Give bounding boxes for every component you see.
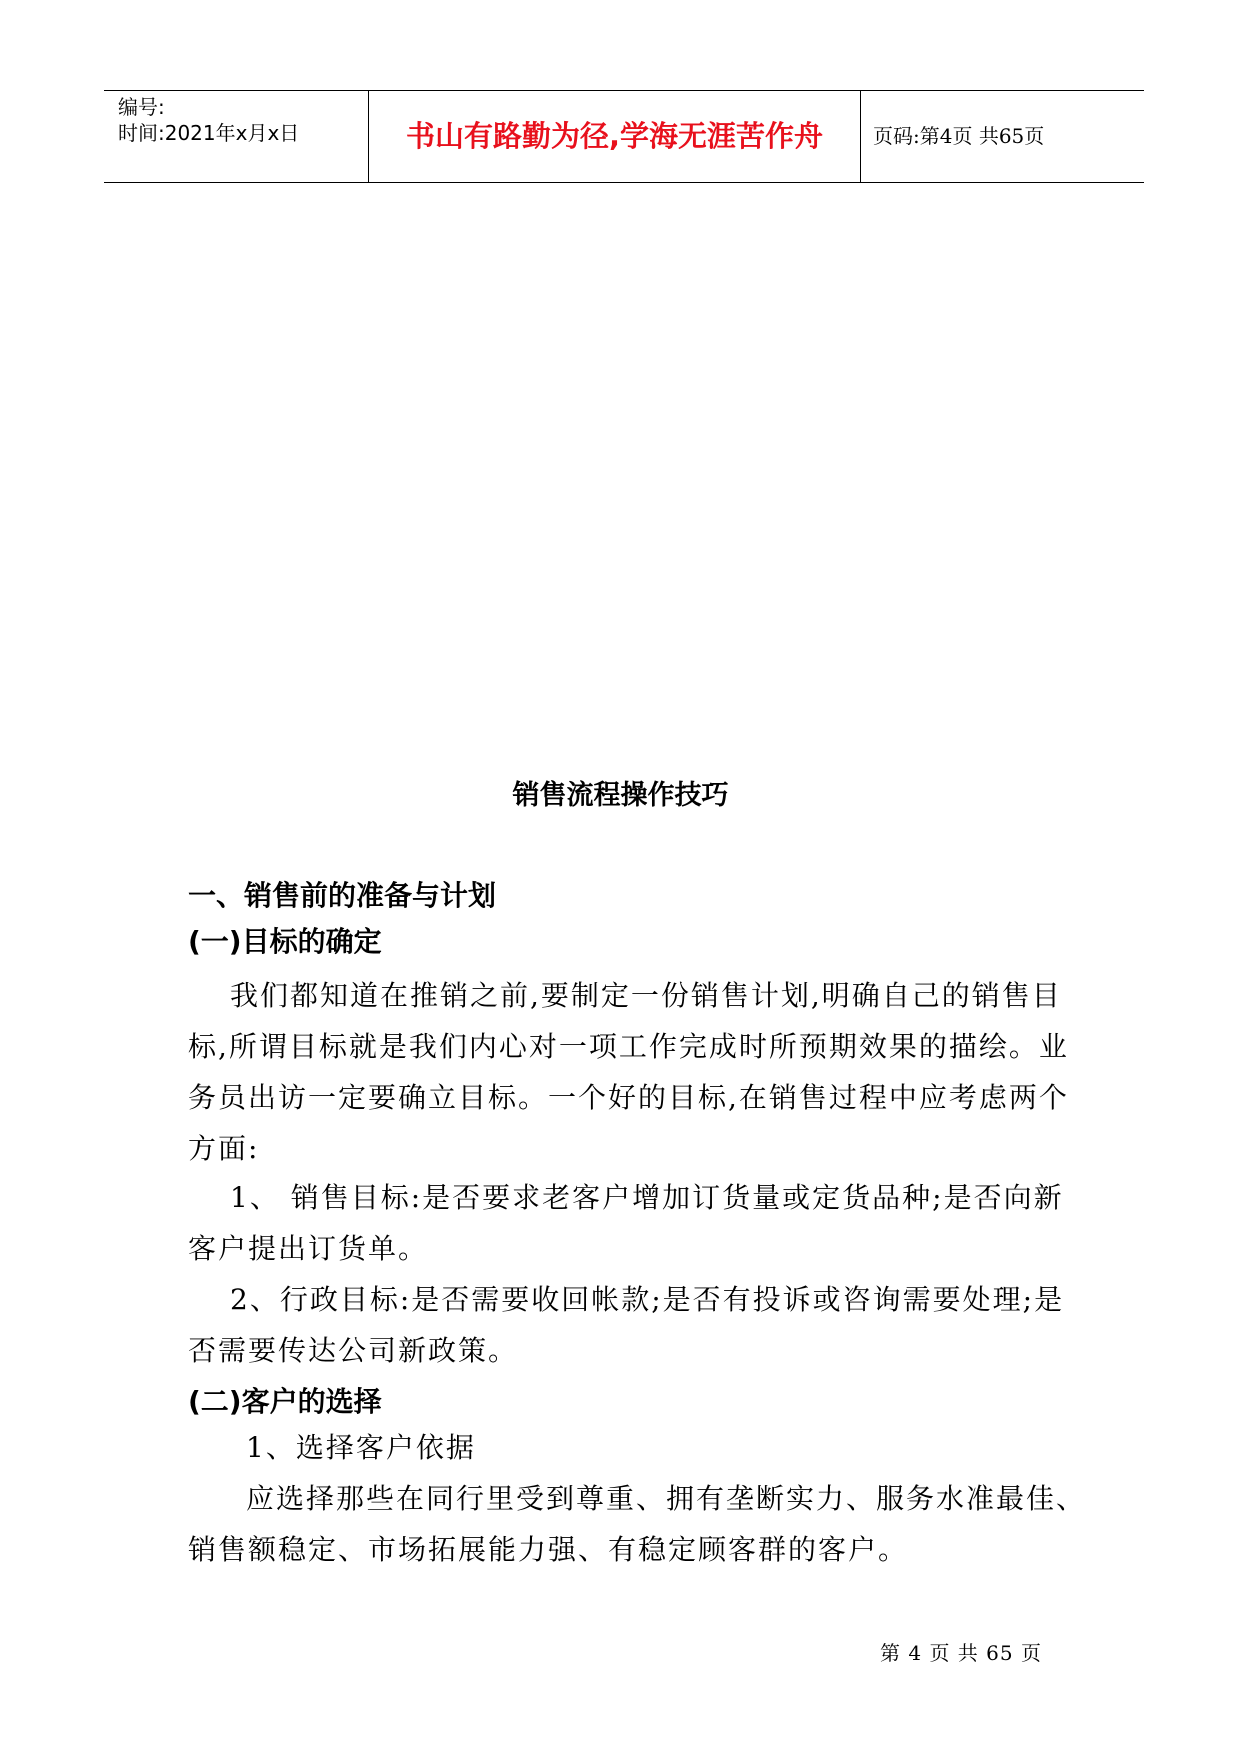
header-page-code: 页码:第4页 共65页 bbox=[873, 124, 1045, 148]
paragraph-admin-target: 2、行政目标:是否需要收回帐款;是否有投诉或咨询需要处理;是否需要传达公司新政策。 bbox=[188, 1283, 1065, 1367]
header-motto: 书山有路勤为径,学海无涯苦作舟 bbox=[405, 119, 824, 153]
document-time-label: 时间:2021年x月x日 bbox=[118, 121, 300, 145]
page-footer: 第 4 页 共 65 页 bbox=[880, 1641, 1042, 1665]
section-heading-1: 一、销售前的准备与计划 bbox=[188, 879, 497, 912]
header-info-cell bbox=[104, 91, 368, 182]
paragraph-selection-basis: 应选择那些在同行里受到尊重、拥有垄断实力、服务水准最佳、销售额稳定、市场拓展能力强、有稳定顾客群的客户。 bbox=[188, 1482, 1087, 1566]
paragraph-selection-basis-heading: 1、选择客户依据 bbox=[246, 1431, 476, 1464]
document-title: 销售流程操作技巧 bbox=[512, 780, 729, 811]
header-page-cell bbox=[861, 91, 1144, 182]
subsection-heading-2: (二)客户的选择 bbox=[188, 1385, 382, 1418]
paragraph-intro: 我们都知道在推销之前,要制定一份销售计划,明确自己的销售目标,所谓目标就是我们内心对一项工作完成时所预期效果的描绘。业务员出访一定要确立目标。一个好的目标,在销售过程中应考虑两个方面: bbox=[188, 979, 1069, 1165]
document-number-label: 编号: bbox=[118, 95, 165, 119]
subsection-heading-1: (一)目标的确定 bbox=[188, 925, 382, 958]
paragraph-sales-target: 1、 销售目标:是否要求老客户增加订货量或定货品种;是否向新客户提出订货单。 bbox=[188, 1181, 1064, 1265]
page-header bbox=[104, 90, 1144, 183]
header-motto-cell bbox=[368, 91, 861, 182]
